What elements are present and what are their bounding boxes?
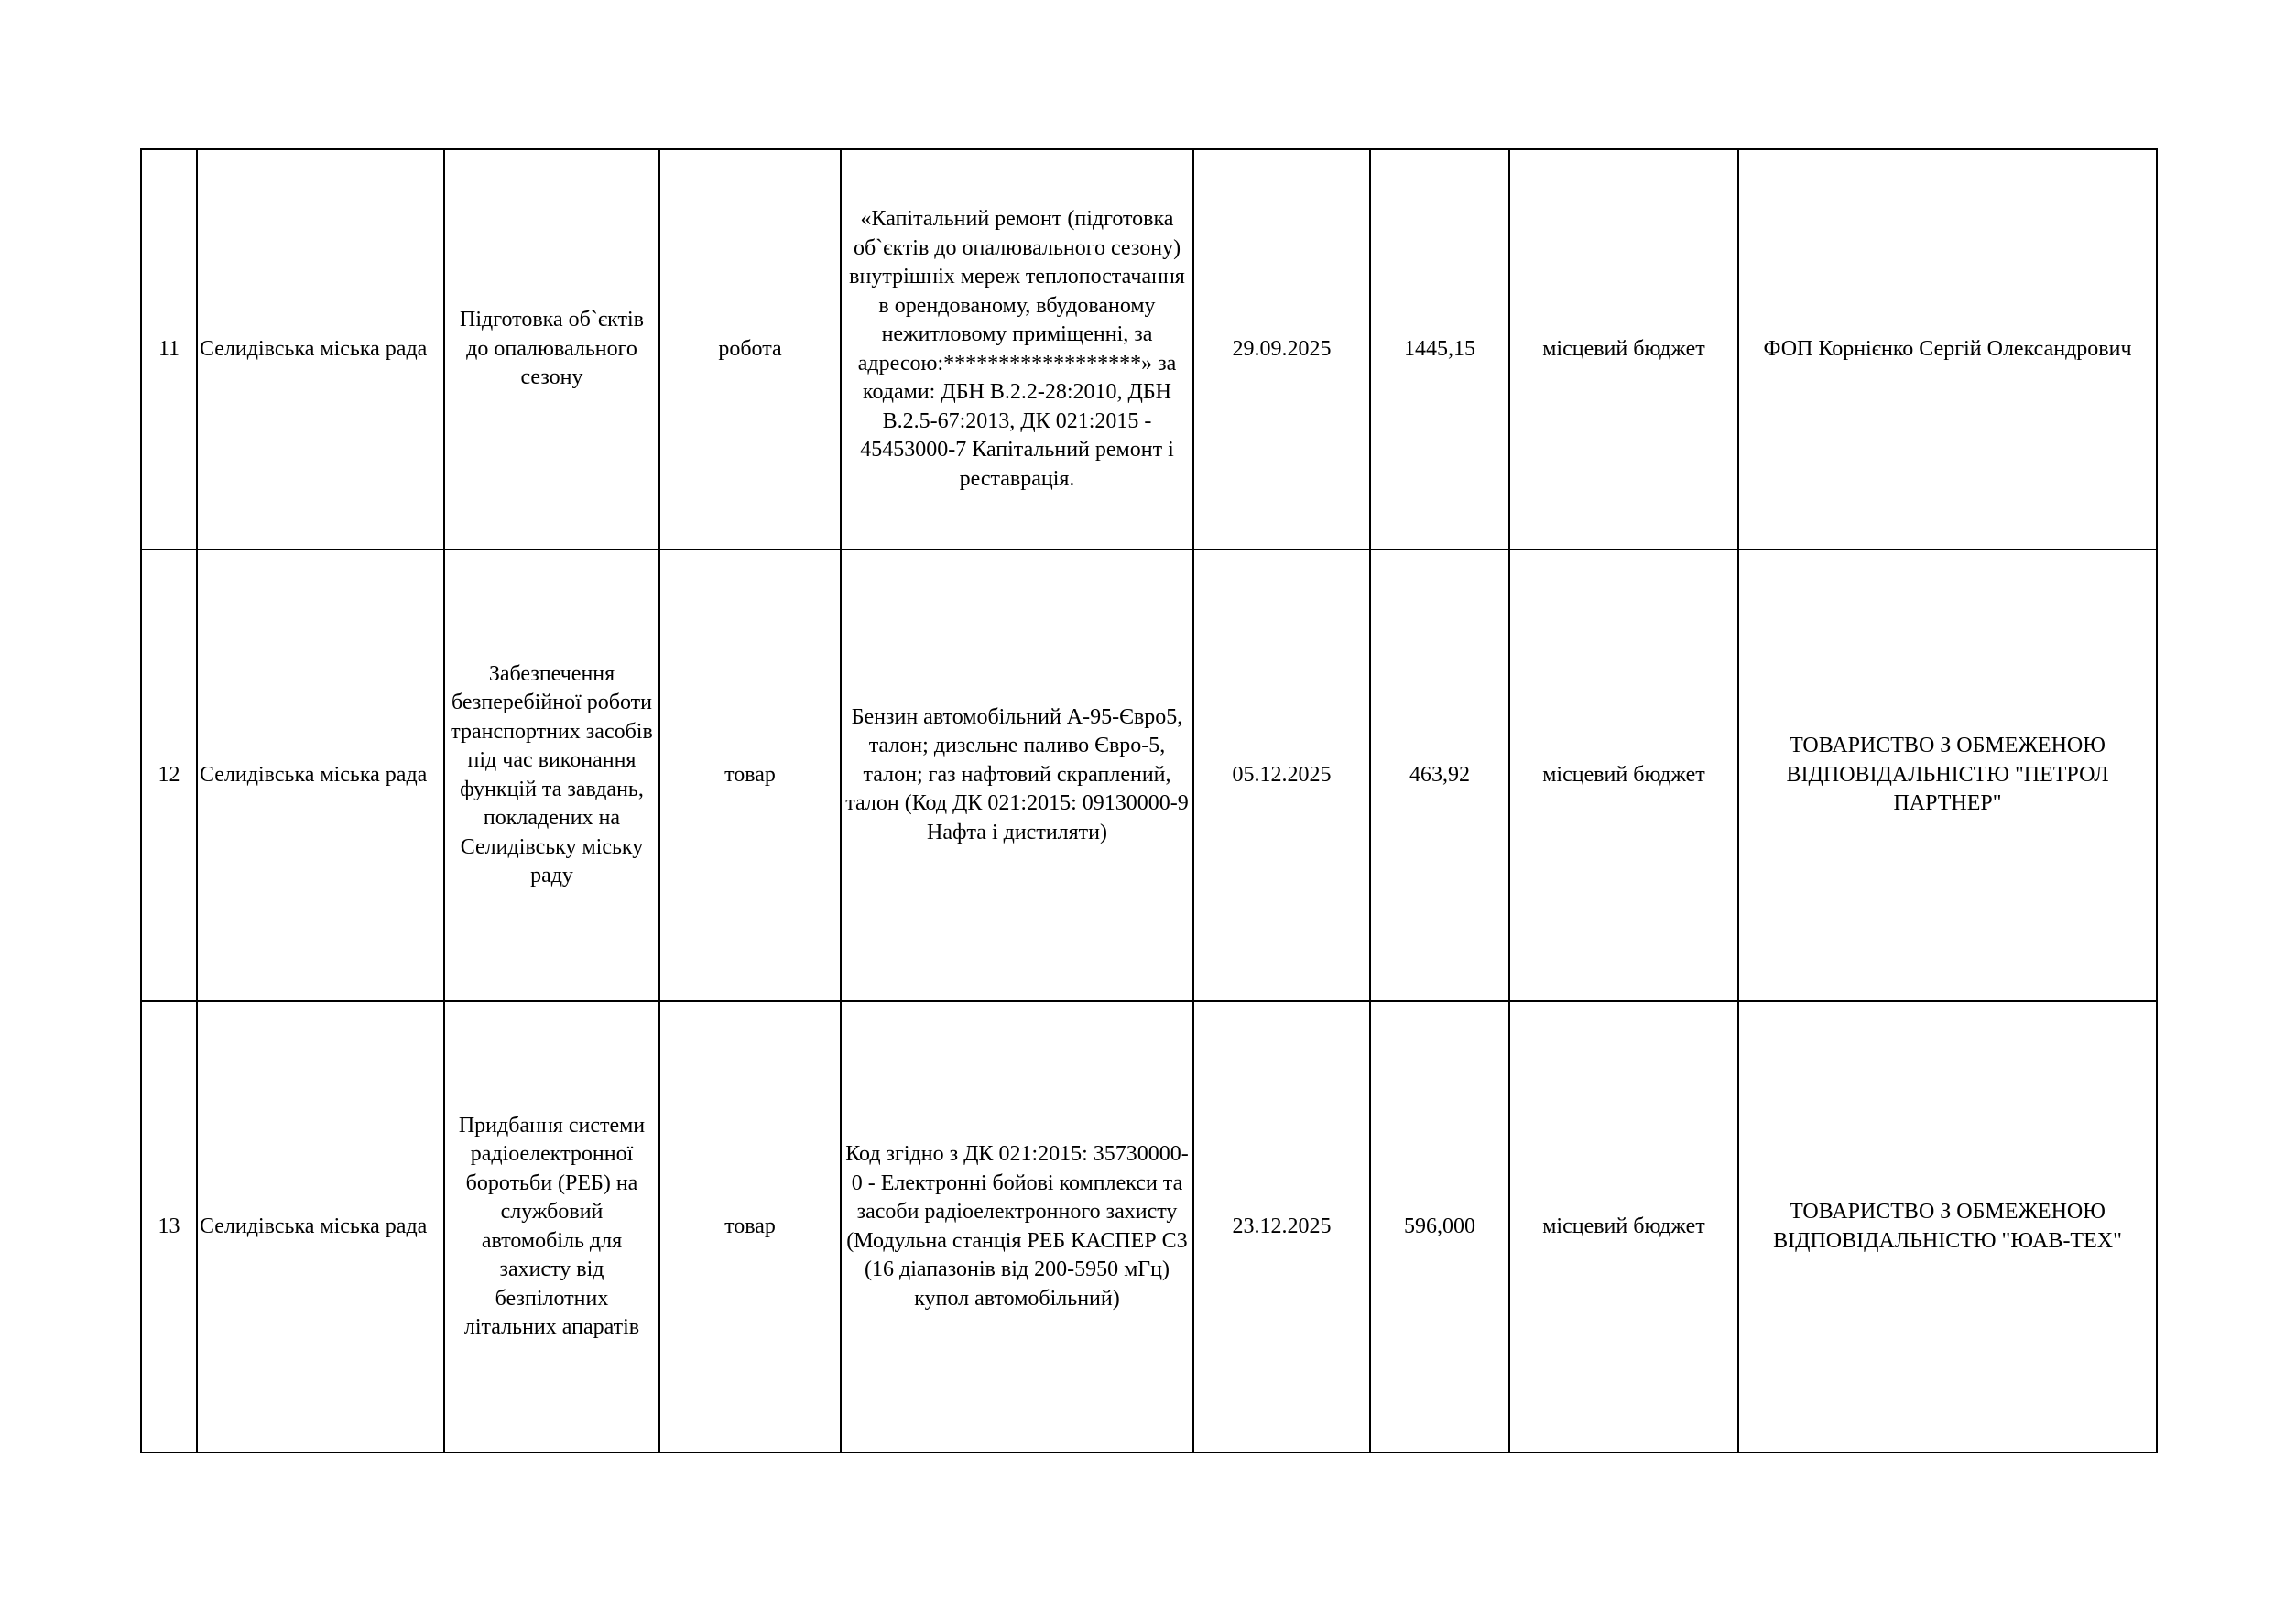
row-number: 12 bbox=[141, 550, 197, 1001]
supplier-name: ФОП Корнієнко Сергій Олександрович bbox=[1738, 149, 2157, 550]
funding-source: місцевий бюджет bbox=[1509, 1001, 1738, 1453]
contract-amount: 1445,15 bbox=[1370, 149, 1509, 550]
row-number: 13 bbox=[141, 1001, 197, 1453]
contract-date: 05.12.2025 bbox=[1193, 550, 1370, 1001]
procurement-type: робота bbox=[659, 149, 841, 550]
row-number: 11 bbox=[141, 149, 197, 550]
customer-name: Селидівська міська рада bbox=[197, 1001, 444, 1453]
procurement-table bbox=[140, 148, 2158, 1453]
procurement-subject: Код згідно з ДК 021:2015: 35730000-0 - Електронні бойові комплекси та засоби радіоелектронного захисту (Модульна станція РЕБ КАСПЕР С3 (16 діапазонів від 200-5950 мГц) купол автомобільний) bbox=[841, 1001, 1193, 1453]
procurement-subject: Бензин автомобільний А-95-Євро5, талон; дизельне паливо Євро-5, талон; газ нафтовий скраплений, талон (Код ДК 021:2015: 09130000-9 Нафта і дистиляти) bbox=[841, 550, 1193, 1001]
procurement-type: товар bbox=[659, 1001, 841, 1453]
procurement-purpose: Забезпечення безперебійної роботи транспортних засобів під час виконання функцій та завдань, покладених на Селидівську міську раду bbox=[444, 550, 659, 1001]
contract-amount: 463,92 bbox=[1370, 550, 1509, 1001]
contract-date: 23.12.2025 bbox=[1193, 1001, 1370, 1453]
supplier-name: ТОВАРИСТВО З ОБМЕЖЕНОЮ ВІДПОВІДАЛЬНІСТЮ "ПЕТРОЛ ПАРТНЕР" bbox=[1738, 550, 2157, 1001]
procurement-purpose: Придбання системи радіоелектронної боротьби (РЕБ) на службовий автомобіль для захисту від безпілотних літальних апаратів bbox=[444, 1001, 659, 1453]
contract-amount: 596,000 bbox=[1370, 1001, 1509, 1453]
customer-name: Селидівська міська рада bbox=[197, 550, 444, 1001]
table-row bbox=[141, 149, 2157, 550]
contract-date: 29.09.2025 bbox=[1193, 149, 1370, 550]
table-row bbox=[141, 1001, 2157, 1453]
procurement-subject: «Капітальний ремонт (підготовка об`єктів до опалювального сезону) внутрішніх мереж теплопостачання в орендованому, вбудованому нежитловому приміщенні, за адресою:******************» за кодами: ДБН В.2.2-28:2010, ДБН В.2.5-67:2013, ДК 021:2015 - 45453000-7 Капітальний ремонт і реставрація. bbox=[841, 149, 1193, 550]
funding-source: місцевий бюджет bbox=[1509, 149, 1738, 550]
procurement-type: товар bbox=[659, 550, 841, 1001]
procurement-purpose: Підготовка об`єктів до опалювального сезону bbox=[444, 149, 659, 550]
funding-source: місцевий бюджет bbox=[1509, 550, 1738, 1001]
table-row bbox=[141, 550, 2157, 1001]
customer-name: Селидівська міська рада bbox=[197, 149, 444, 550]
supplier-name: ТОВАРИСТВО З ОБМЕЖЕНОЮ ВІДПОВІДАЛЬНІСТЮ "ЮАВ-ТЕХ" bbox=[1738, 1001, 2157, 1453]
